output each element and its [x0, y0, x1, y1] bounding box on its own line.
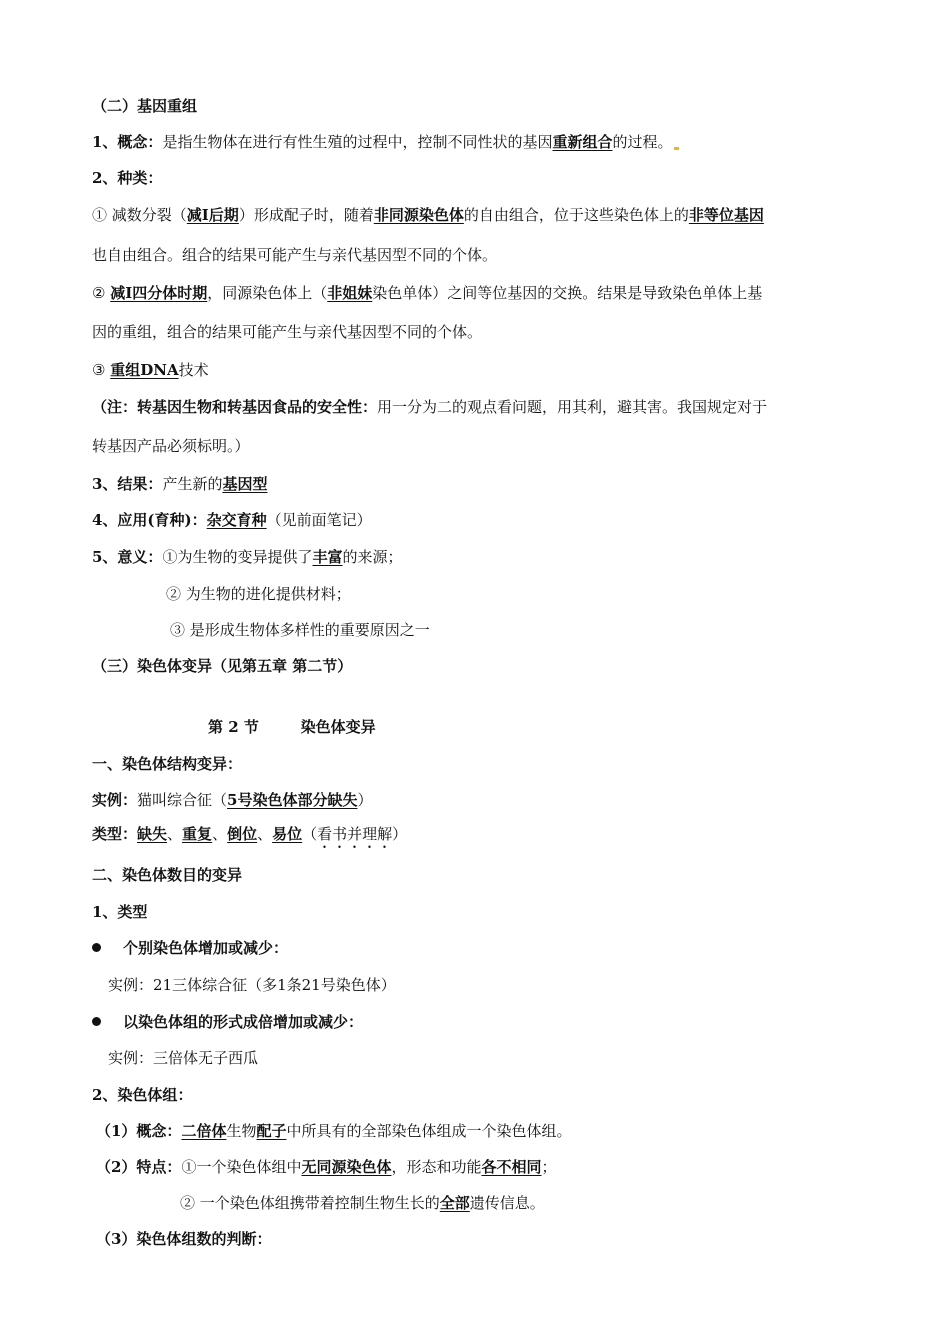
text: 猫叫综合征（ [137, 791, 228, 809]
text: 是指生物体在进行有性生殖的过程中，控制不同性状的基因 [162, 133, 553, 151]
text: ，形态和功能 [391, 1158, 482, 1176]
heading-number-variation: 二、染色体数目的变异 [92, 866, 243, 884]
example-triploid: 实例：三倍体无子西瓜 [108, 1049, 259, 1067]
keyword: 杂交育种 [206, 511, 267, 529]
section-heading-gene-recombination: （二）基因重组 [92, 97, 198, 115]
chromosome-set-count-heading: （3）染色体组数的判断： [96, 1230, 272, 1248]
text: 生物 [226, 1122, 257, 1140]
chromosome-set-concept [96, 1121, 572, 1141]
text: 技术 [178, 361, 209, 379]
keyword: 重新组合 [552, 133, 613, 151]
keyword: 减Ⅰ后期 [186, 206, 239, 224]
keyword: 非同源染色体 [373, 206, 464, 224]
bullet-item-1 [92, 938, 288, 958]
label: （1）概念： [96, 1122, 182, 1140]
note-label: （注：转基因生物和转基因食品的安全性： [92, 398, 378, 416]
text: ①为生物的变异提供了 [162, 548, 313, 566]
keyword: 倒位 [227, 825, 258, 843]
label: 类型： [92, 825, 138, 843]
keyword: 配子 [256, 1122, 287, 1140]
keyword: 非等位基因 [688, 206, 764, 224]
types-line [92, 824, 407, 852]
type-3-line [92, 360, 209, 380]
note-continued: 转基因产品必须标明。） [92, 437, 250, 455]
text: 的过程。 [612, 133, 673, 151]
text: 产生新的 [162, 475, 223, 493]
emphasis-text: （看书并理解） [302, 825, 408, 843]
type-2-line [92, 283, 762, 303]
keyword: 二倍体 [181, 1122, 227, 1140]
text: 、 [167, 825, 183, 843]
text: ② [92, 284, 111, 302]
significance-3: ③ 是形成生物体多样性的重要原因之一 [170, 621, 430, 639]
type-1-line [92, 205, 764, 225]
keyword: 减Ⅰ四分体时期 [110, 284, 208, 302]
label: 实例： [92, 791, 138, 809]
highlight-mark [674, 147, 679, 150]
text: 用一分为二的观点看问题，用其利，避其害。我国规定对于 [377, 398, 768, 416]
bullet-icon [92, 1017, 101, 1026]
keyword: 5号染色体部分缺失 [227, 791, 358, 809]
label: （2）特点： [96, 1158, 182, 1176]
heading-types: 1、类型 [92, 903, 148, 921]
keyword: 全部 [439, 1194, 470, 1212]
bullet-text: 个别染色体增加或减少： [123, 939, 289, 957]
heading-chromosome-set: 2、染色体组： [92, 1086, 193, 1104]
text: ，同源染色体上（ [207, 284, 328, 302]
types-label: 2、种类： [92, 169, 163, 187]
label: 3、结果： [92, 475, 163, 493]
significance-2: ② 为生物的进化提供材料； [166, 585, 351, 603]
text: 、 [257, 825, 273, 843]
text: ③ [92, 361, 111, 379]
heading-structural-variation: 一、染色体结构变异： [92, 755, 243, 773]
label: 1、概念： [92, 133, 163, 151]
section-heading-chromosome-variation: （三）染色体变异（见第五章 第二节） [92, 657, 353, 675]
bullet-icon [92, 943, 101, 952]
concept-line [92, 132, 679, 152]
application-line [92, 510, 372, 530]
type-1-continued: 也自由组合。组合的结果可能产生与亲代基因型不同的个体。 [92, 246, 498, 264]
chromosome-set-feature-2 [180, 1193, 545, 1213]
text: 的自由组合，位于这些染色体上的 [463, 206, 689, 224]
keyword: 重复 [182, 825, 213, 843]
example-21-trisomy: 实例：21三体综合征（多1条21号染色体） [108, 976, 396, 994]
keyword: 缺失 [137, 825, 168, 843]
text: ①一个染色体组中 [181, 1158, 302, 1176]
text: ； [541, 1158, 557, 1176]
section-title: 第 2 节 染色体变异 [208, 718, 376, 736]
keyword: 丰富 [312, 548, 343, 566]
result-line [92, 474, 267, 494]
note-line [92, 397, 767, 417]
text: 、 [212, 825, 228, 843]
text: （见前面笔记） [266, 511, 372, 529]
keyword: 各不相同 [481, 1158, 542, 1176]
text: 中所具有的全部染色体组成一个染色体组。 [286, 1122, 572, 1140]
text: 的来源； [342, 548, 403, 566]
text: ）形成配子时，随着 [238, 206, 374, 224]
label: 4、应用(育种)： [92, 511, 207, 529]
type-2-continued: 因的重组，组合的结果可能产生与亲代基因型不同的个体。 [92, 323, 483, 341]
significance-line [92, 547, 402, 567]
bullet-text: 以染色体组的形式成倍增加或减少： [123, 1013, 364, 1031]
keyword: 重组DNA [110, 361, 179, 379]
label: 5、意义： [92, 548, 163, 566]
keyword: 基因型 [222, 475, 268, 493]
text: ① 减数分裂（ [92, 206, 187, 224]
text: 遗传信息。 [469, 1194, 545, 1212]
keyword: 非姐妹 [327, 284, 373, 302]
chromosome-set-features [96, 1157, 557, 1177]
text: ） [357, 791, 373, 809]
bullet-item-2 [92, 1012, 363, 1032]
text: 染色单体）之间等位基因的交换。结果是导致染色单体上基 [372, 284, 763, 302]
keyword: 无同源染色体 [301, 1158, 392, 1176]
keyword: 易位 [272, 825, 303, 843]
text: ② 一个染色体组携带着控制生物生长的 [180, 1194, 440, 1212]
example-line [92, 790, 373, 810]
